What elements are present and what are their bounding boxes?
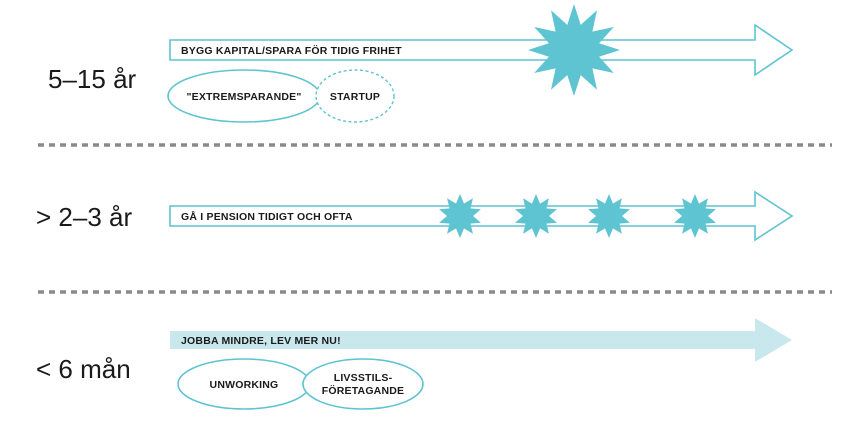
row-3 bbox=[36, 318, 792, 409]
row-2-timeframe: > 2–3 år bbox=[36, 202, 133, 232]
row-1-arrow-label: BYGG KAPITAL/SPARA FÖR TIDIG FRIHET bbox=[181, 45, 402, 57]
row-1-bubble-startup-text: STARTUP bbox=[329, 91, 381, 103]
row-1 bbox=[48, 4, 792, 122]
burst-shape bbox=[528, 4, 620, 96]
row-1-timeframe: 5–15 år bbox=[48, 64, 137, 94]
row-1-bubble-extremsparande-text: "EXTREMSPARANDE" bbox=[186, 91, 302, 103]
row-3-bubble-unworking-text: UNWORKING bbox=[209, 379, 279, 391]
row-3-bubble-livsstils-text: LIVSSTILS- bbox=[333, 372, 393, 384]
row-3-bubble-livsstilsforetagande bbox=[303, 359, 423, 409]
row-2 bbox=[36, 192, 792, 240]
row-1-burst-icon bbox=[528, 4, 620, 96]
row-2-arrow-label: GÅ I PENSION TIDIGT OCH OFTA bbox=[181, 211, 353, 223]
row-3-bubble-foretagande-text: FÖRETAGANDE bbox=[321, 385, 405, 397]
row-3-arrow-label: JOBBA MINDRE, LEV MER NU! bbox=[181, 335, 341, 347]
row-3-timeframe: < 6 mån bbox=[36, 354, 131, 384]
